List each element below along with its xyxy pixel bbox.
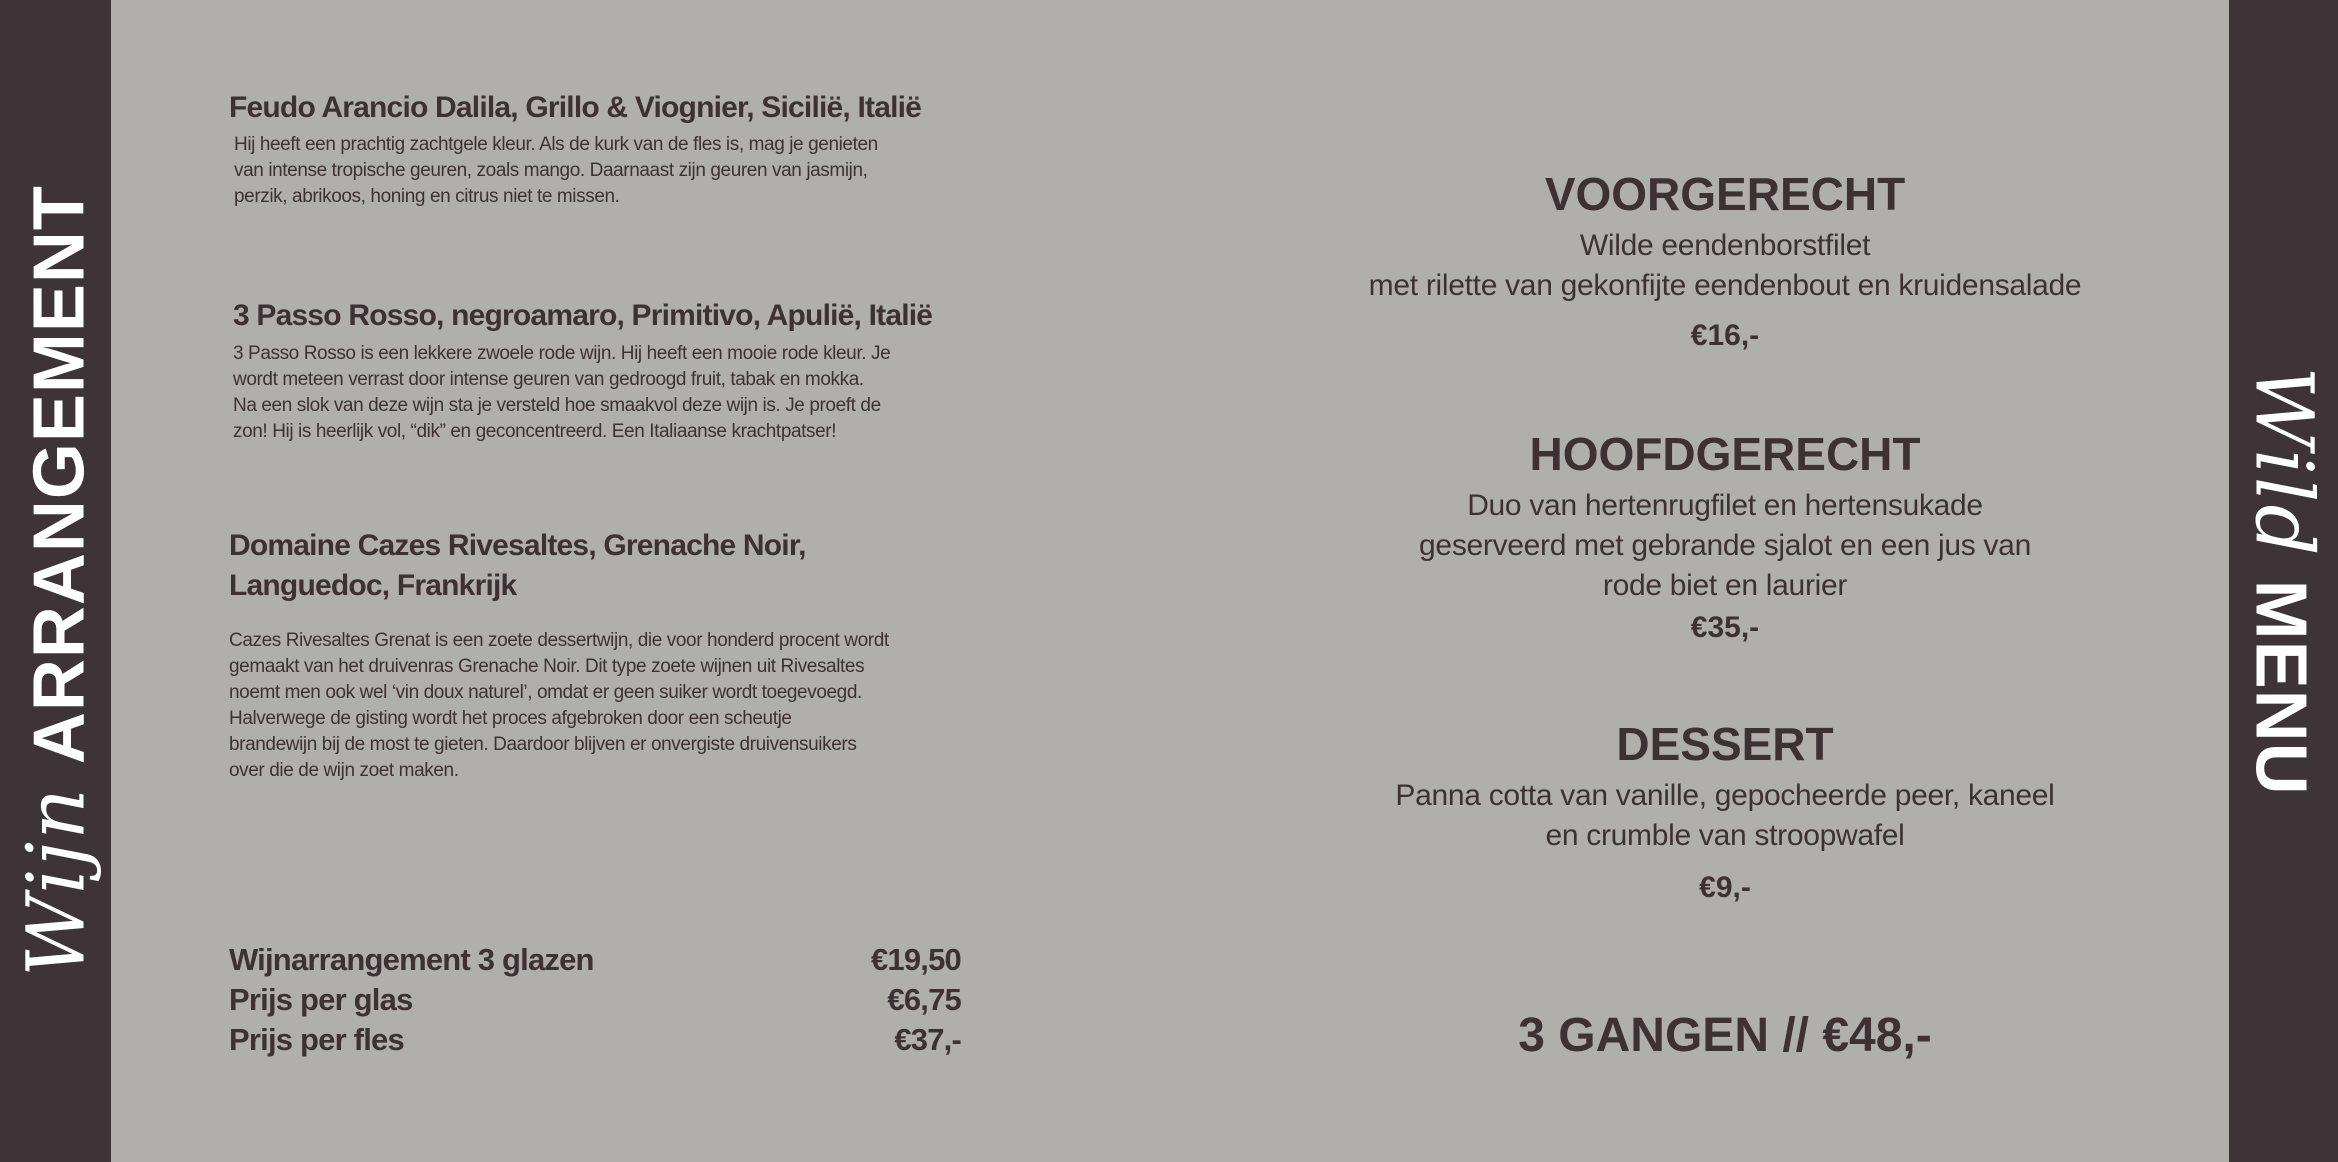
wine-price-list	[229, 940, 961, 1060]
wine-description	[234, 132, 969, 210]
description-line: Panna cotta van vanille, gepocheerde peer, kaneel	[1395, 779, 2055, 812]
price-label: Prijs per glas	[229, 982, 413, 1017]
description-line: perzik, abrikoos, honing en citrus niet te missen.	[234, 186, 620, 207]
wine-arrangement-title	[9, 185, 102, 977]
description-line: noemt men ook wel ‘vin doux naturel’, omdat er geen suiker wordt toegevoegd.	[229, 682, 862, 703]
price-row	[229, 1020, 961, 1060]
title-line: Languedoc, Frankrijk	[229, 569, 517, 602]
wine-item	[229, 88, 969, 210]
left-banner	[0, 0, 111, 1162]
course-dessert	[1310, 716, 2140, 908]
price-row	[229, 980, 961, 1020]
menu-total-price: 3 GANGEN // €48,-	[1518, 1009, 1932, 1062]
description-line: Na een slok van deze wijn sta je versteld hoe smaakvol deze wijn is. Je proeft de	[233, 395, 881, 416]
description-line: Duo van hertenrugfilet en hertensukade	[1467, 489, 1983, 522]
wine-item	[229, 526, 969, 784]
price-label: Prijs per fles	[229, 1022, 404, 1057]
description-line: geserveerd met gebrande sjalot en een jus van	[1419, 529, 2031, 562]
course-description	[1310, 226, 2140, 306]
description-line: wordt meteen verrast door intense geuren van gedroogd fruit, tabak en mokka.	[233, 369, 864, 390]
price-value: €37,-	[894, 1022, 961, 1057]
right-banner	[2229, 0, 2338, 1162]
description-line: over die de wijn zoet maken.	[229, 760, 459, 781]
banner-caps-word: ARRANGEMENT	[19, 185, 99, 765]
price-value: €6,75	[887, 982, 961, 1017]
wine-item	[233, 296, 973, 445]
course-description	[1310, 486, 2140, 606]
course-heading: VOORGERECHT	[1544, 168, 1906, 220]
wine-description	[233, 341, 973, 445]
wine-description	[229, 628, 969, 784]
course-price: €9,-	[1699, 871, 1751, 904]
course-description	[1310, 776, 2140, 856]
wild-menu-title	[2237, 366, 2330, 795]
description-line: gemaakt van het druivenras Grenache Noir. Dit type zoete wijnen uit Rivesaltes	[229, 656, 865, 677]
description-line: met rilette van gekonfijte eendenbout en kruidensalade	[1368, 269, 2082, 302]
course-heading: HOOFDGERECHT	[1529, 428, 1921, 480]
description-line: en crumble van stroopwafel	[1545, 819, 1905, 852]
banner-caps-word: MENU	[2240, 579, 2320, 796]
course-main	[1310, 426, 2140, 648]
description-line: Wilde eendenborstfilet	[1579, 229, 1871, 262]
course-price: €16,-	[1690, 319, 1760, 352]
description-line: rode biet en laurier	[1602, 569, 1848, 602]
price-value: €19,50	[870, 942, 961, 977]
description-line: zon! Hij is heerlijk vol, “dik” en geconcentreerd. Een Italiaanse krachtpatser!	[233, 421, 837, 442]
description-line: Cazes Rivesaltes Grenat is een zoete dessertwijn, die voor honderd procent wordt	[229, 630, 889, 651]
description-line: Halverwege de gisting wordt het proces afgebroken door een scheutje	[229, 708, 792, 729]
banner-script-word: Wijn	[9, 786, 102, 977]
wine-title: 3 Passo Rosso, negroamaro, Primitivo, Apulië, Italië	[233, 299, 933, 332]
price-row	[229, 940, 961, 980]
banner-script-word: Wild	[2237, 366, 2330, 558]
price-label: Wijnarrangement 3 glazen	[229, 942, 594, 977]
course-heading: DESSERT	[1616, 718, 1834, 770]
description-line: 3 Passo Rosso is een lekkere zwoele rode wijn. Hij heeft een mooie rode kleur. Je	[233, 343, 891, 364]
title-line: Domaine Cazes Rivesaltes, Grenache Noir,	[229, 529, 806, 562]
description-line: brandewijn bij de most te gieten. Daardoor blijven er onvergiste druivensuikers	[229, 734, 857, 755]
wine-title: Feudo Arancio Dalila, Grillo & Viognier, Sicilië, Italië	[229, 91, 922, 124]
wine-title	[229, 526, 969, 606]
course-starter	[1310, 166, 2140, 356]
description-line: Hij heeft een prachtig zachtgele kleur. Als de kurk van de fles is, mag je genieten	[234, 134, 878, 155]
course-price: €35,-	[1690, 611, 1760, 644]
description-line: van intense tropische geuren, zoals mango. Daarnaast zijn geuren van jasmijn,	[234, 160, 868, 181]
